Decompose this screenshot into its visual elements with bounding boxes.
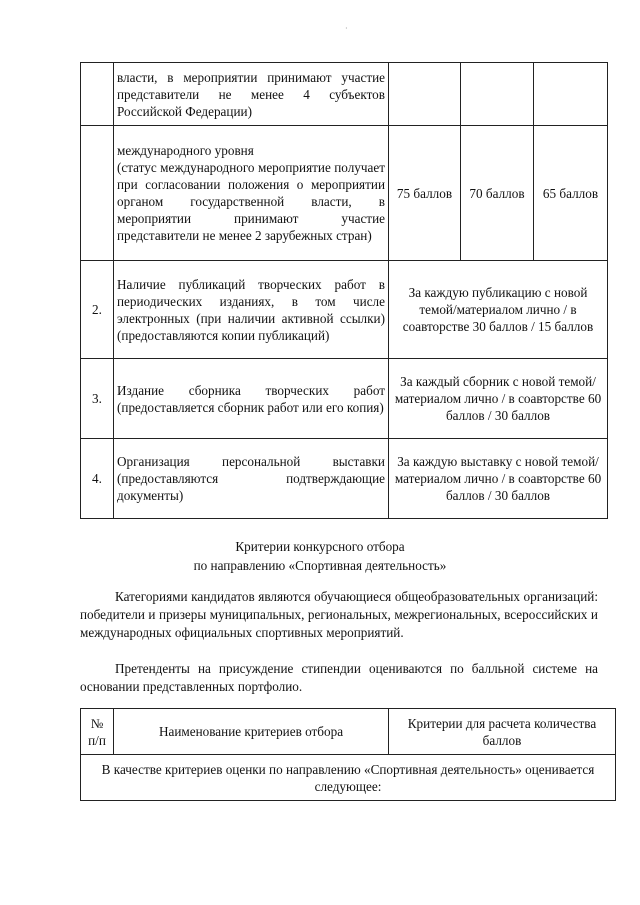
table-row (81, 359, 608, 439)
criterion-description: Наличие публикаций творческих работ в периодических изданиях, в том числе электронных (при наличии активной ссылки) (предоставляются копии публикаций) (114, 261, 389, 359)
criterion-description: Издание сборника творческих работ (предоставляется сборник работ или его копия) (114, 359, 389, 439)
row-number (81, 63, 114, 126)
row-number (81, 126, 114, 261)
criteria-table-sport (80, 708, 616, 801)
score-cell: 70 баллов (461, 126, 534, 261)
score-cell: За каждую публикацию с новой темой/материалом лично / в соавторстве 30 баллов / 15 баллов (389, 261, 608, 359)
table-row (81, 755, 616, 801)
column-header-criteria: Наименование критериев отбора (114, 709, 389, 755)
section-title: Критерии конкурсного отбора (235, 539, 405, 554)
column-header-number: № п/п (81, 709, 114, 755)
page-mark: · (345, 24, 348, 33)
criteria-table-creative (80, 62, 608, 519)
row-number: 2. (81, 261, 114, 359)
row-number: 4. (81, 439, 114, 519)
criterion-level: международного уровня (117, 143, 254, 158)
paragraph-candidates: Категориями кандидатов являются обучающиеся общеобразовательных организаций: победители и призеры муниципальных, региональных, межрегиональных, всероссийских и международных официальных спортивных мероприятий. (80, 589, 598, 640)
score-cell (389, 63, 461, 126)
table-row (81, 261, 608, 359)
score-cell (461, 63, 534, 126)
criterion-description (114, 126, 389, 261)
score-cell: За каждую выставку с новой темой/материалом лично / в соавторстве 60 баллов / 30 баллов (389, 439, 608, 519)
criterion-description: власти, в мероприятии принимают участие представители не менее 4 субъектов Российской Федерации) (114, 63, 389, 126)
section-subtitle: по направлению «Спортивная деятельность» (193, 558, 447, 573)
score-cell: 65 баллов (534, 126, 608, 261)
column-header-score: Критерии для расчета количества баллов (389, 709, 616, 755)
criterion-note: (статус международного мероприятие получает при согласовании положения о мероприятии органом государственной власти, в мероприятии принимают участие представители не менее 2 зарубежных стран) (117, 160, 385, 243)
paragraph-portfolio: Претенденты на присуждение стипендии оцениваются по балльной системе на основании представленных портфолио. (80, 661, 598, 694)
score-cell: За каждый сборник с новой темой/материалом лично / в соавторстве 60 баллов / 30 баллов (389, 359, 608, 439)
table-row (81, 126, 608, 261)
score-cell: 75 баллов (389, 126, 461, 261)
table-header-row (81, 709, 616, 755)
criterion-description: Организация персональной выставки (предоставляются подтверждающие документы) (114, 439, 389, 519)
table-row (81, 63, 608, 126)
row-number: 3. (81, 359, 114, 439)
span-row-text: В качестве критериев оценки по направлению «Спортивная деятельность» оценивается следующее: (81, 755, 616, 801)
table-row (81, 439, 608, 519)
score-cell (534, 63, 608, 126)
